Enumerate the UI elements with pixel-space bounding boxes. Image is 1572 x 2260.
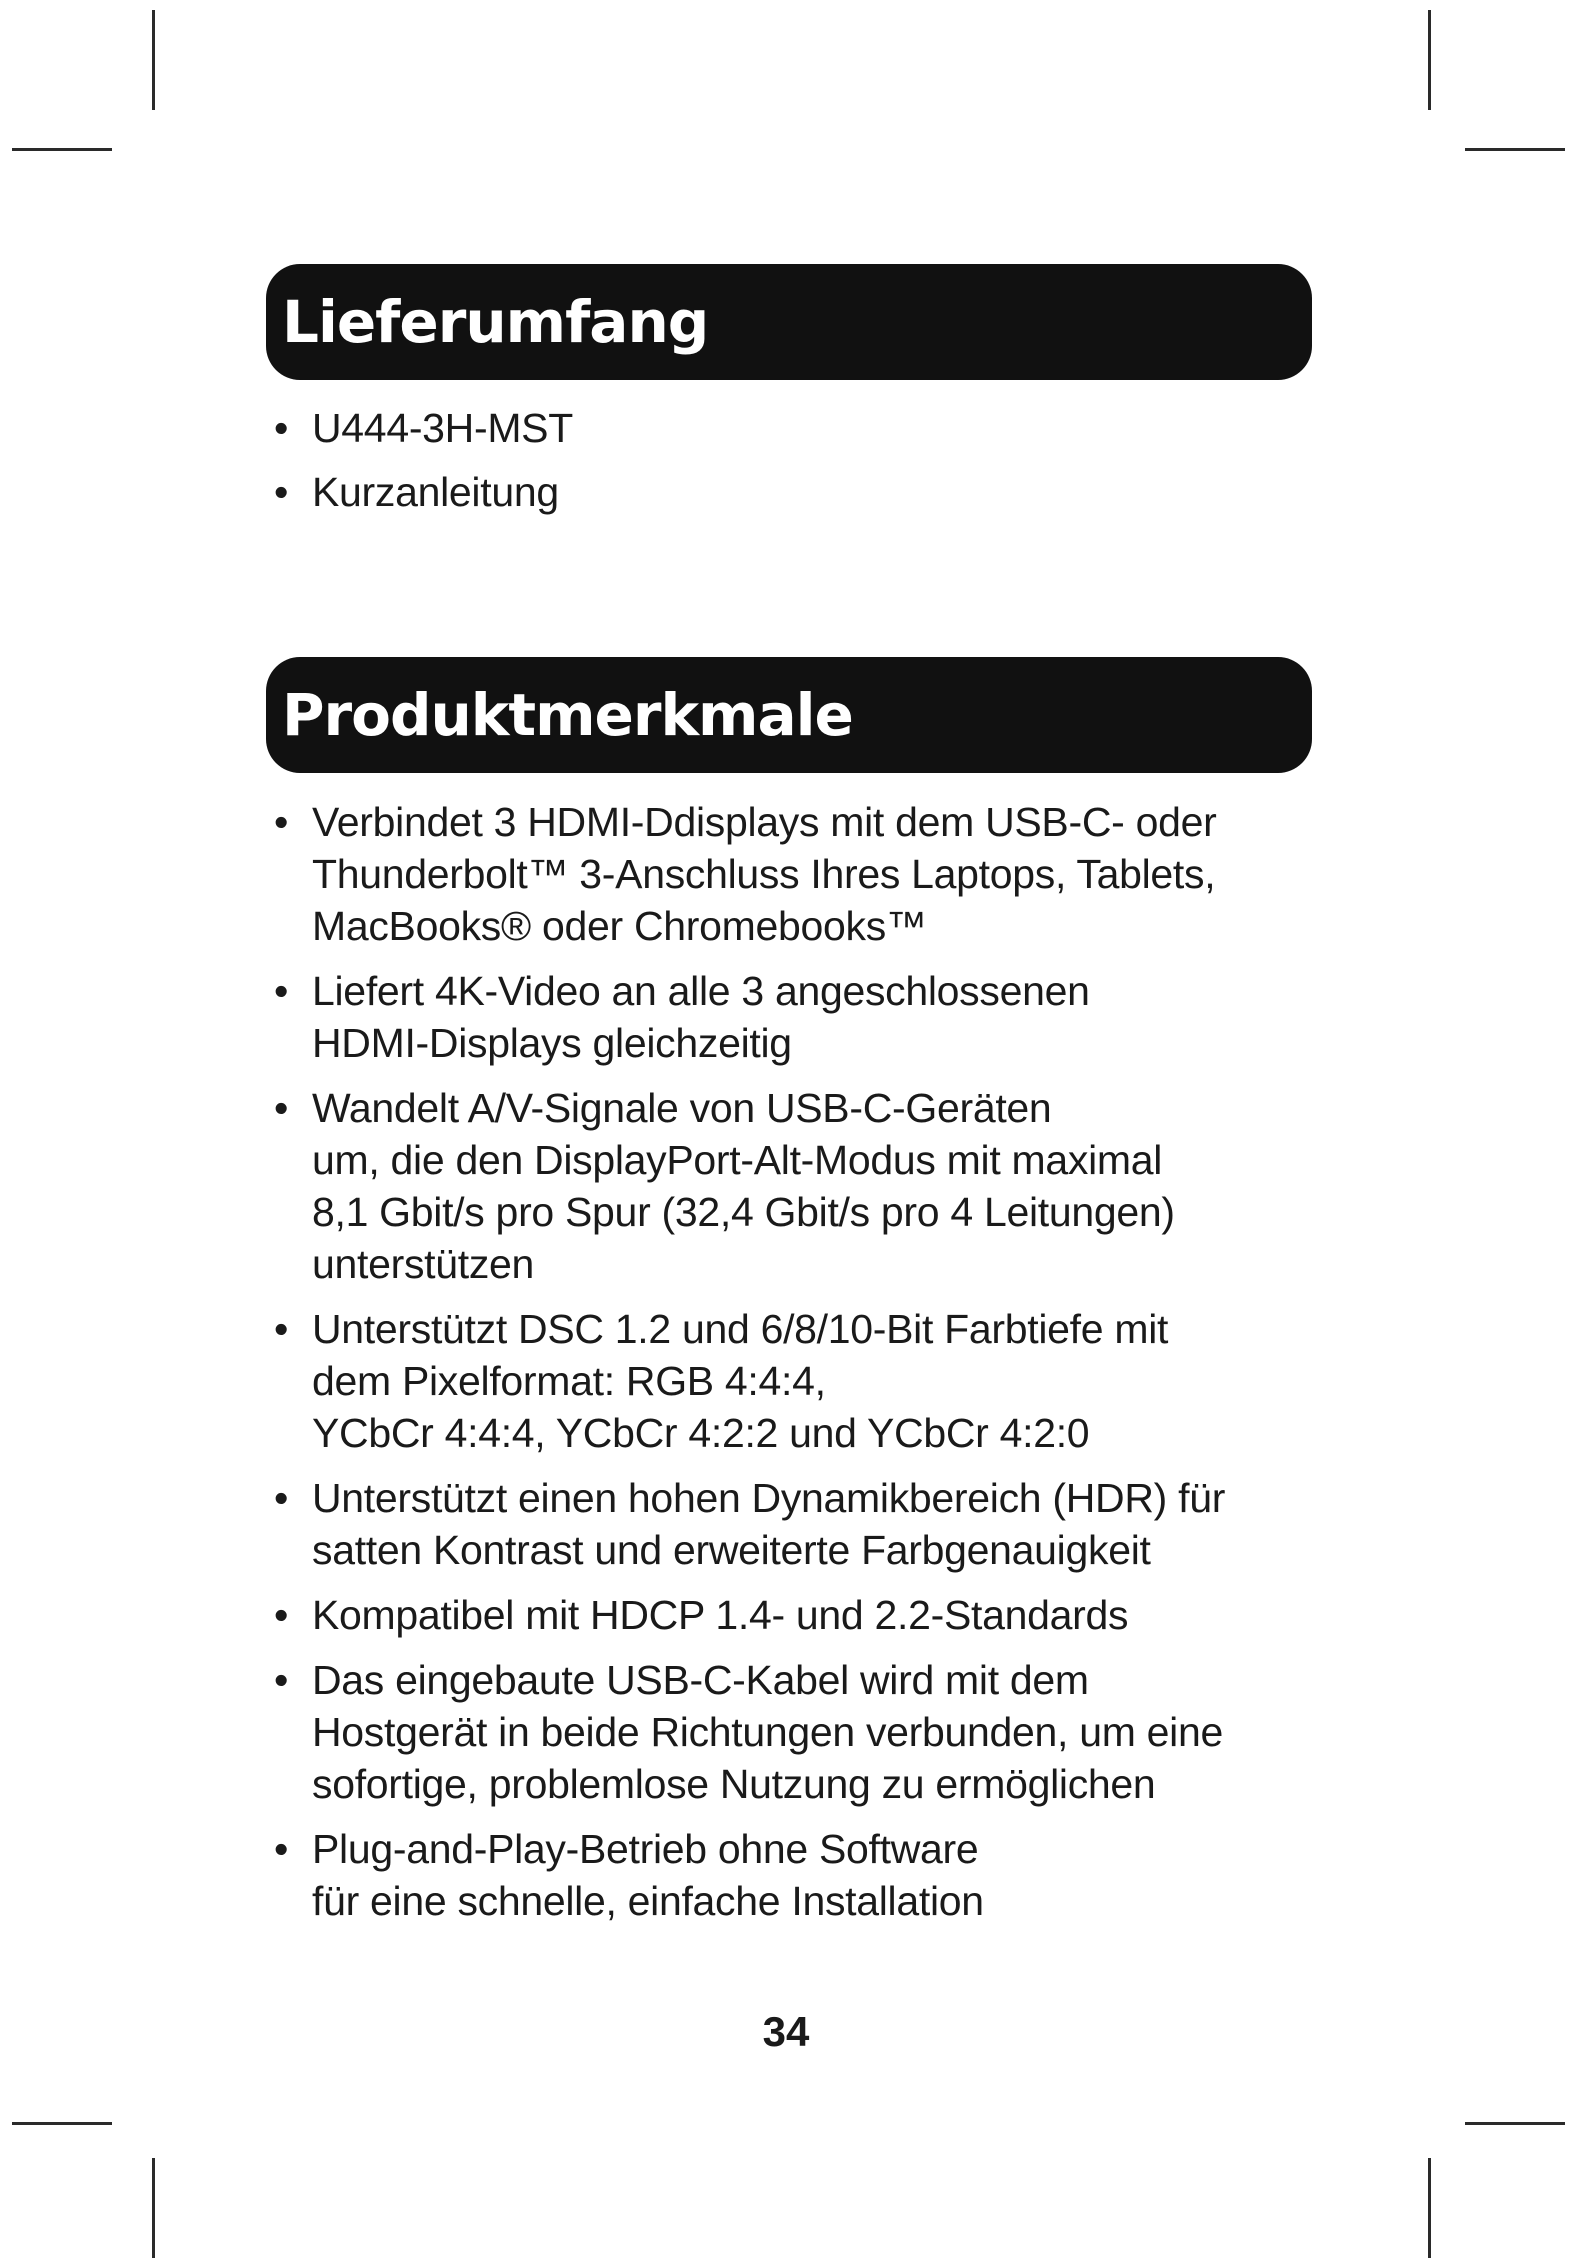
bullet-icon: • [274,1826,289,1872]
bullet-icon: • [274,469,289,515]
crop-mark-bottom-right-vertical [1428,2158,1431,2258]
section-title-contents: Lieferumfang [282,288,709,356]
list-item [270,402,1320,454]
list-item-text: für eine schnelle, einfache Installation [312,1878,984,1924]
crop-mark-bottom-left-vertical [152,2158,155,2258]
section-header-features [266,657,1312,773]
list-item-text: Kurzanleitung [312,469,559,515]
features-list [270,796,1320,1940]
crop-mark-bottom-left-horizontal [12,2122,112,2125]
list-item-text: Plug-and-Play-Betrieb ohne Software [312,1826,979,1872]
list-item-text: satten Kontrast und erweiterte Farbgenauigkeit [312,1527,1151,1573]
list-item-text: Unterstützt einen hohen Dynamikbereich (HDR) für [312,1475,1226,1521]
list-item [270,1472,1320,1576]
bullet-icon: • [274,1592,289,1638]
list-item [270,796,1320,952]
list-item [270,1082,1320,1290]
crop-mark-top-left-horizontal [12,148,112,151]
crop-mark-top-right-vertical [1428,10,1431,110]
bullet-icon: • [274,799,289,845]
list-item-text: Das eingebaute USB-C-Kabel wird mit dem [312,1657,1089,1703]
list-item-text: Unterstützt DSC 1.2 und 6/8/10-Bit Farbtiefe mit [312,1306,1169,1352]
list-item [270,1654,1320,1810]
bullet-icon: • [274,968,289,1014]
list-item [270,1303,1320,1459]
bullet-icon: • [274,405,289,451]
list-item-text: MacBooks® oder Chromebooks™ [312,903,927,949]
bullet-icon: • [274,1085,289,1131]
bullet-icon: • [274,1306,289,1352]
crop-mark-top-right-horizontal [1465,148,1565,151]
list-item [270,965,1320,1069]
list-item [270,466,1320,518]
list-item [270,1589,1320,1641]
contents-list [270,402,1320,530]
list-item-text: YCbCr 4:4:4, YCbCr 4:2:2 und YCbCr 4:2:0 [312,1410,1090,1456]
page-number: 34 [762,2008,810,2055]
list-item-text: um, die den DisplayPort-Alt-Modus mit maximal [312,1137,1163,1183]
list-item-text: U444-3H-MST [312,405,573,451]
section-title-features: Produktmerkmale [282,681,853,749]
list-item-text: Liefert 4K-Video an alle 3 angeschlossenen [312,968,1090,1014]
list-item-text: Wandelt A/V-Signale von USB-C-Geräten [312,1085,1052,1131]
list-item [270,1823,1320,1927]
bullet-icon: • [274,1475,289,1521]
list-item-text: Thunderbolt™ 3-Anschluss Ihres Laptops, Tablets, [312,851,1216,897]
list-item-text: Hostgerät in beide Richtungen verbunden, um eine [312,1709,1223,1755]
list-item-text: Kompatibel mit HDCP 1.4- und 2.2-Standards [312,1592,1129,1638]
section-header-contents [266,264,1312,380]
list-item-text: 8,1 Gbit/s pro Spur (32,4 Gbit/s pro 4 Leitungen) [312,1189,1175,1235]
crop-mark-top-left-vertical [152,10,155,110]
crop-mark-bottom-right-horizontal [1465,2122,1565,2125]
bullet-icon: • [274,1657,289,1703]
list-item-text: dem Pixelformat: RGB 4:4:4, [312,1358,826,1404]
list-item-text: HDMI-Displays gleichzeitig [312,1020,792,1066]
list-item-text: sofortige, problemlose Nutzung zu ermöglichen [312,1761,1156,1807]
list-item-text: Verbindet 3 HDMI-Ddisplays mit dem USB-C- oder [312,799,1217,845]
list-item-text: unterstützen [312,1241,535,1287]
